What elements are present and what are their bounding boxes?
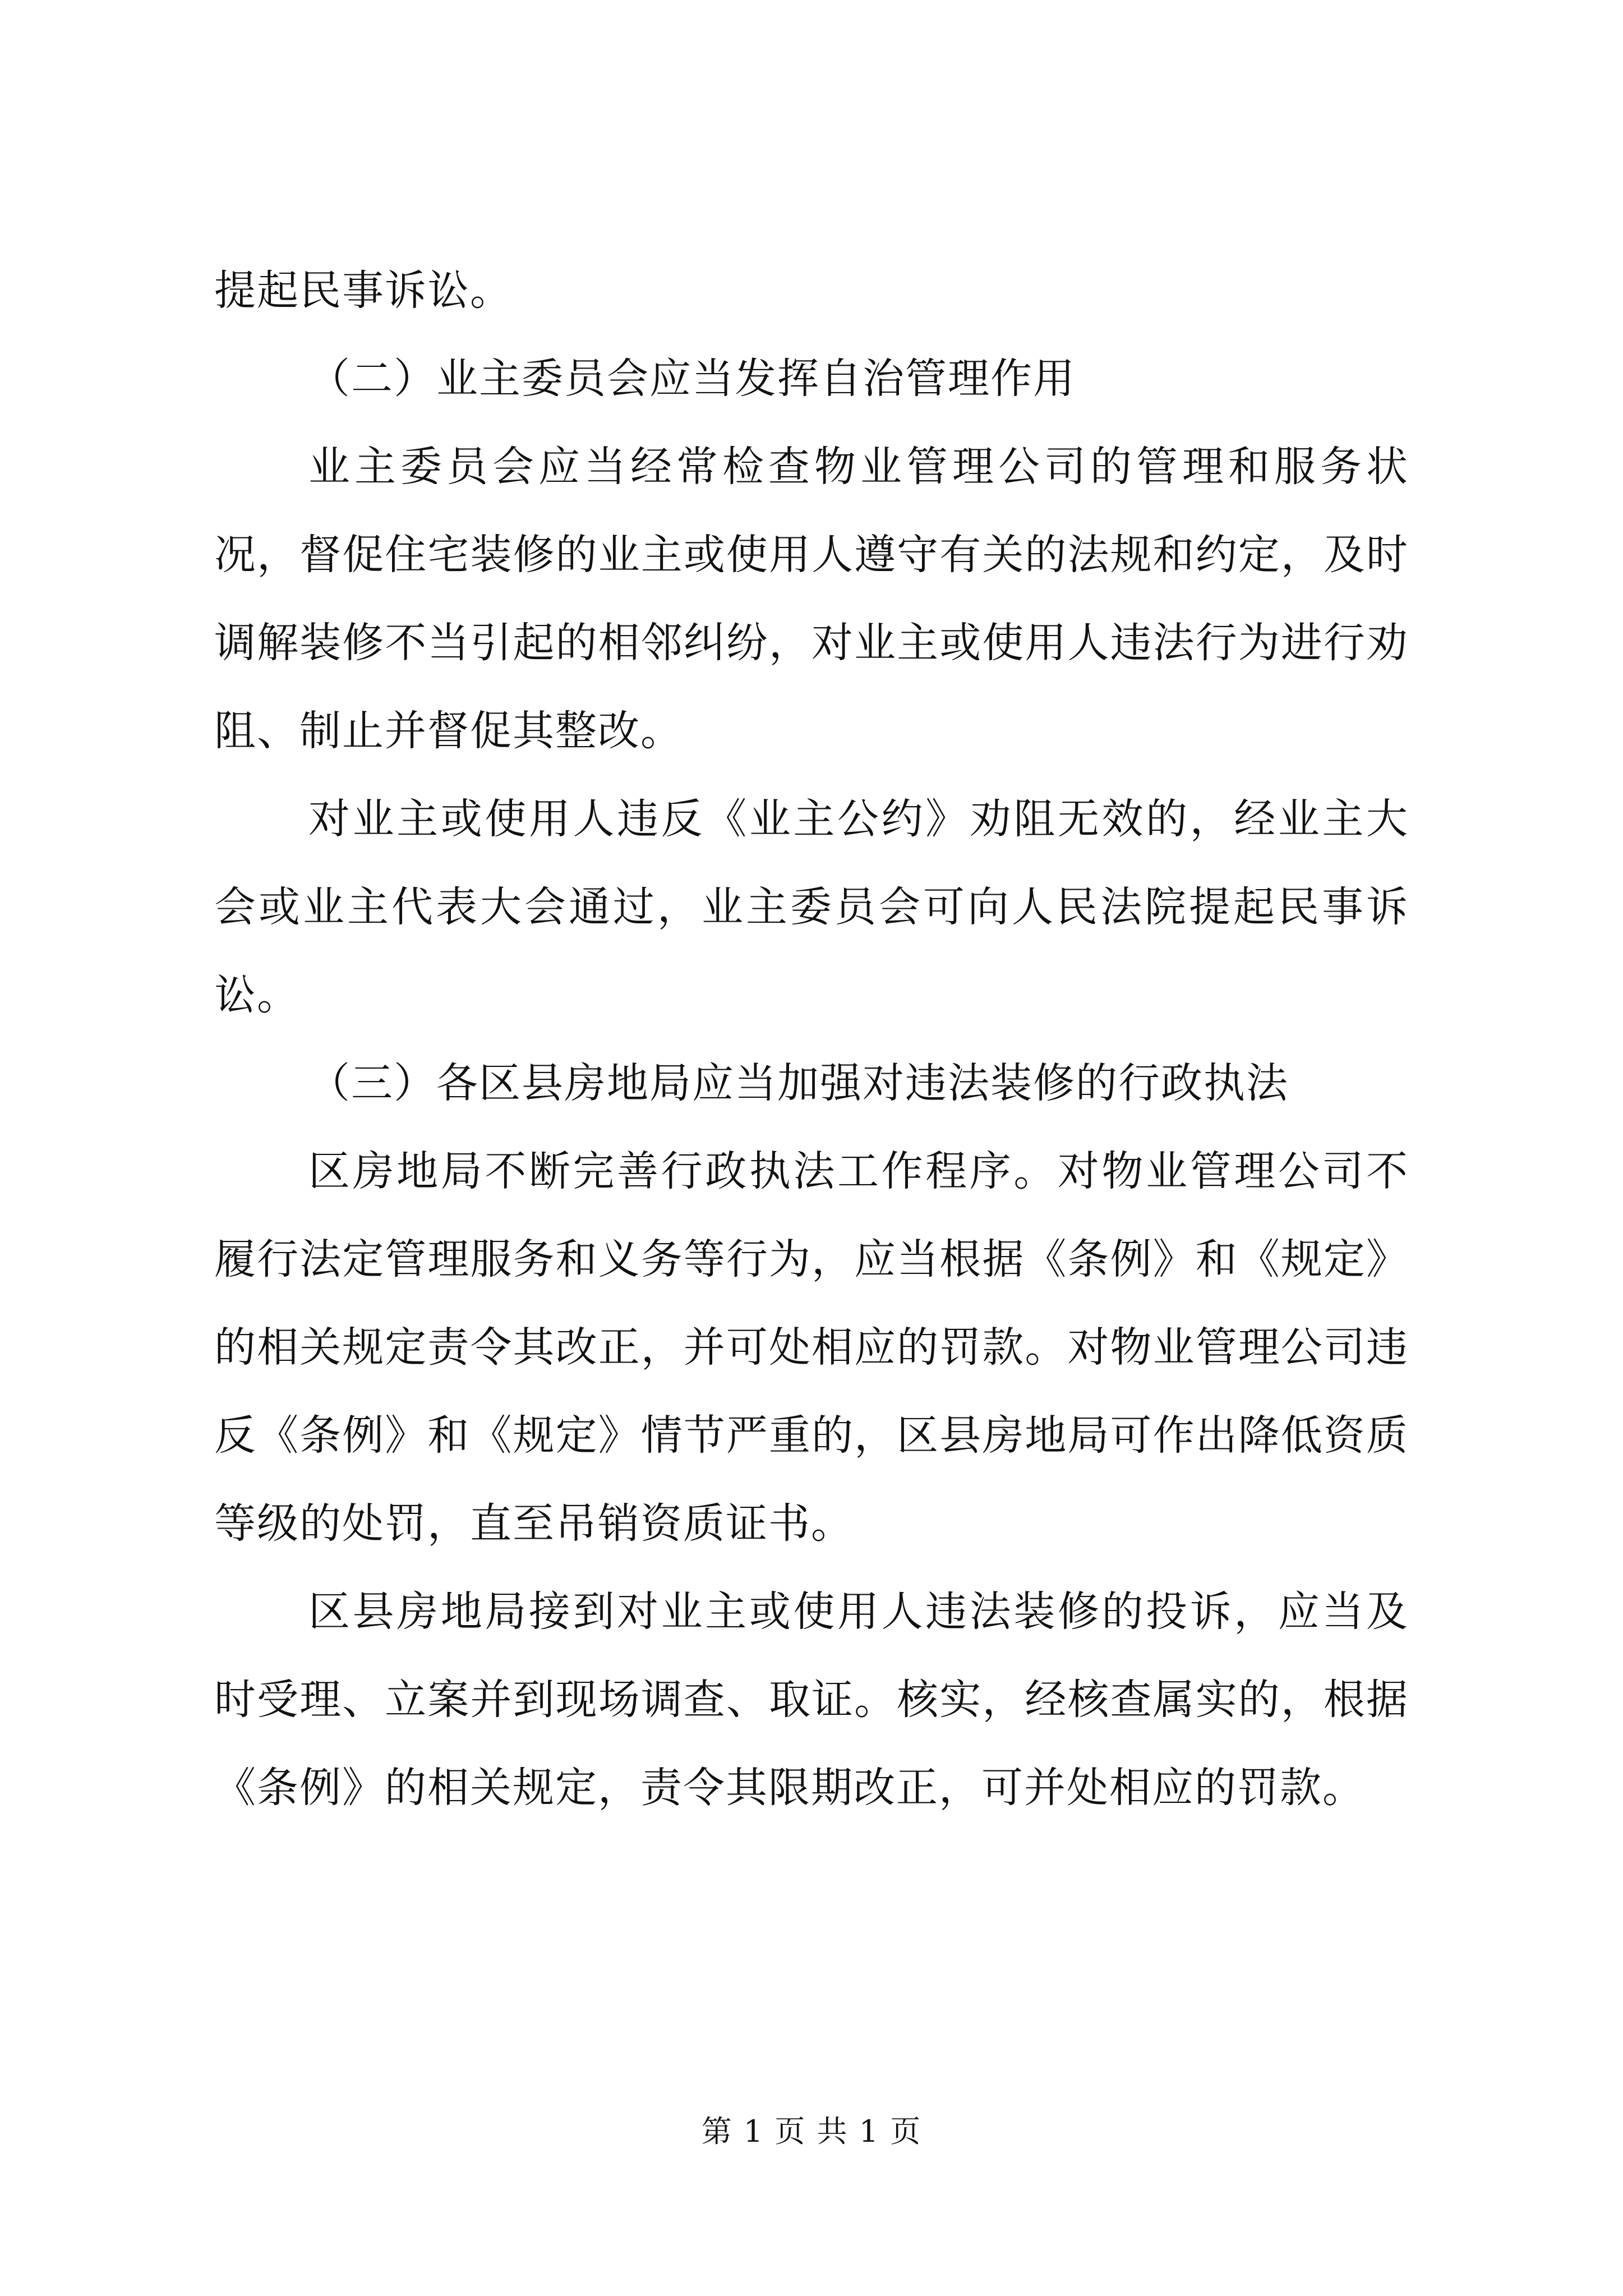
paragraph-owners-committee-duties: 业主委员会应当经常检查物业管理公司的管理和服务状况，督促住宅装修的业主或使用人遵守有关的法规和约定，及时调解装修不当引起的相邻纠纷，对业主或使用人违法行为进行劝阻、制止并督促其整改。	[214, 443, 1409, 755]
paragraph-complaint-handling: 区县房地局接到对业主或使用人违法装修的投诉，应当及时受理、立案并到现场调查、取证。核实，经核查属实的，根据《条例》的相关规定，责令其限期改正，可并处相应的罚款。	[214, 1588, 1409, 1812]
document-body	[214, 247, 1409, 1832]
section-heading-3: （三）各区县房地局应当加强对违法装修的行政执法	[308, 1059, 1289, 1107]
paragraph-owners-committee-litigation: 对业主或使用人违反《业主公约》劝阻无效的，经业主大会或业主代表大会通过，业主委员会可向人民法院提起民事诉讼。	[214, 795, 1409, 1019]
paragraph-enforcement-procedure: 区房地局不断完善行政执法工作程序。对物业管理公司不履行法定管理服务和义务等行为，应当根据《条例》和《规定》的相关规定责令其改正，并可处相应的罚款。对物业管理公司违反《条例》和《规定》情节严重的，区县房地局可作出降低资质等级的处罚，直至吊销资质证书。	[214, 1147, 1409, 1548]
paragraph-continuation: 提起民事诉讼。	[214, 266, 513, 315]
section-heading-2: （二）业主委员会应当发挥自治管理作用	[308, 355, 1076, 403]
page-number-footer: 第 1 页 共 1 页	[701, 2114, 922, 2149]
